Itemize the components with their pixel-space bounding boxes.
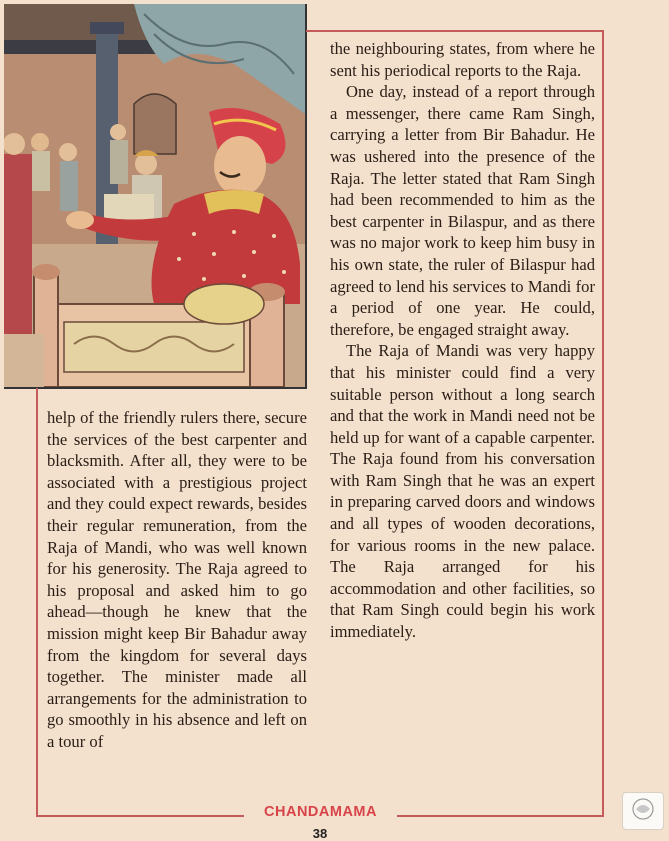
story-text-left-column xyxy=(47,407,307,753)
paragraph: One day, instead of a report through a messenger, there came Ram Singh, carrying a letter from Bir Bahadur. He was ushered into the presence of the Raja. The letter stated that Ram Singh had been recommended to him as the best carpenter in Bilaspur, and as there was no major work to keep him busy in his own state, the ruler of Bilaspur had agreed to lend his services to Mandi for a period of one year. He could, therefore, be engaged straight away. xyxy=(330,82,595,339)
frame-border-bottom-right xyxy=(397,815,604,817)
story-illustration xyxy=(4,4,307,389)
frame-border-left xyxy=(36,388,38,816)
paragraph: the neighbouring states, from where he sent his periodical reports to the Raja. xyxy=(330,39,595,80)
page-number: 38 xyxy=(312,826,328,841)
scan-watermark-icon xyxy=(622,792,664,830)
paragraph: The Raja of Mandi was very happy that his minister could find a very suitable person without a long search and that the work in Mandi need not be held up for want of a capable carpenter. The Raja found from his conversation with Ram Singh that he was an expert in preparing carved doors and windows and all types of wooden decorations, for various rooms in the new palace. The Raja arranged for his accommodation and other facilities, so that Ram Singh could begin his work immediately. xyxy=(330,341,595,642)
royal-court-illustration xyxy=(4,4,305,387)
frame-border-bottom-left xyxy=(36,815,244,817)
story-text-right-column xyxy=(330,38,595,643)
frame-border-right xyxy=(602,30,604,816)
frame-border-top xyxy=(306,30,603,32)
magazine-name: CHANDAMAMA xyxy=(264,804,377,820)
paragraph: help of the friendly rulers there, secure the services of the best carpenter and blacksmith. After all, they were to be associated with a prestigious project and they could expect rewards, besides their regular remuneration, from the Raja of Mandi, who was well known for his generosity. The Raja agreed to his proposal and asked him to go ahead—though he knew that the mission might keep Bir Bahadur away from the kingdom for several days together. The minister made all arrangements for the administration to go smoothly in his absence and left on a tour of xyxy=(47,408,307,751)
